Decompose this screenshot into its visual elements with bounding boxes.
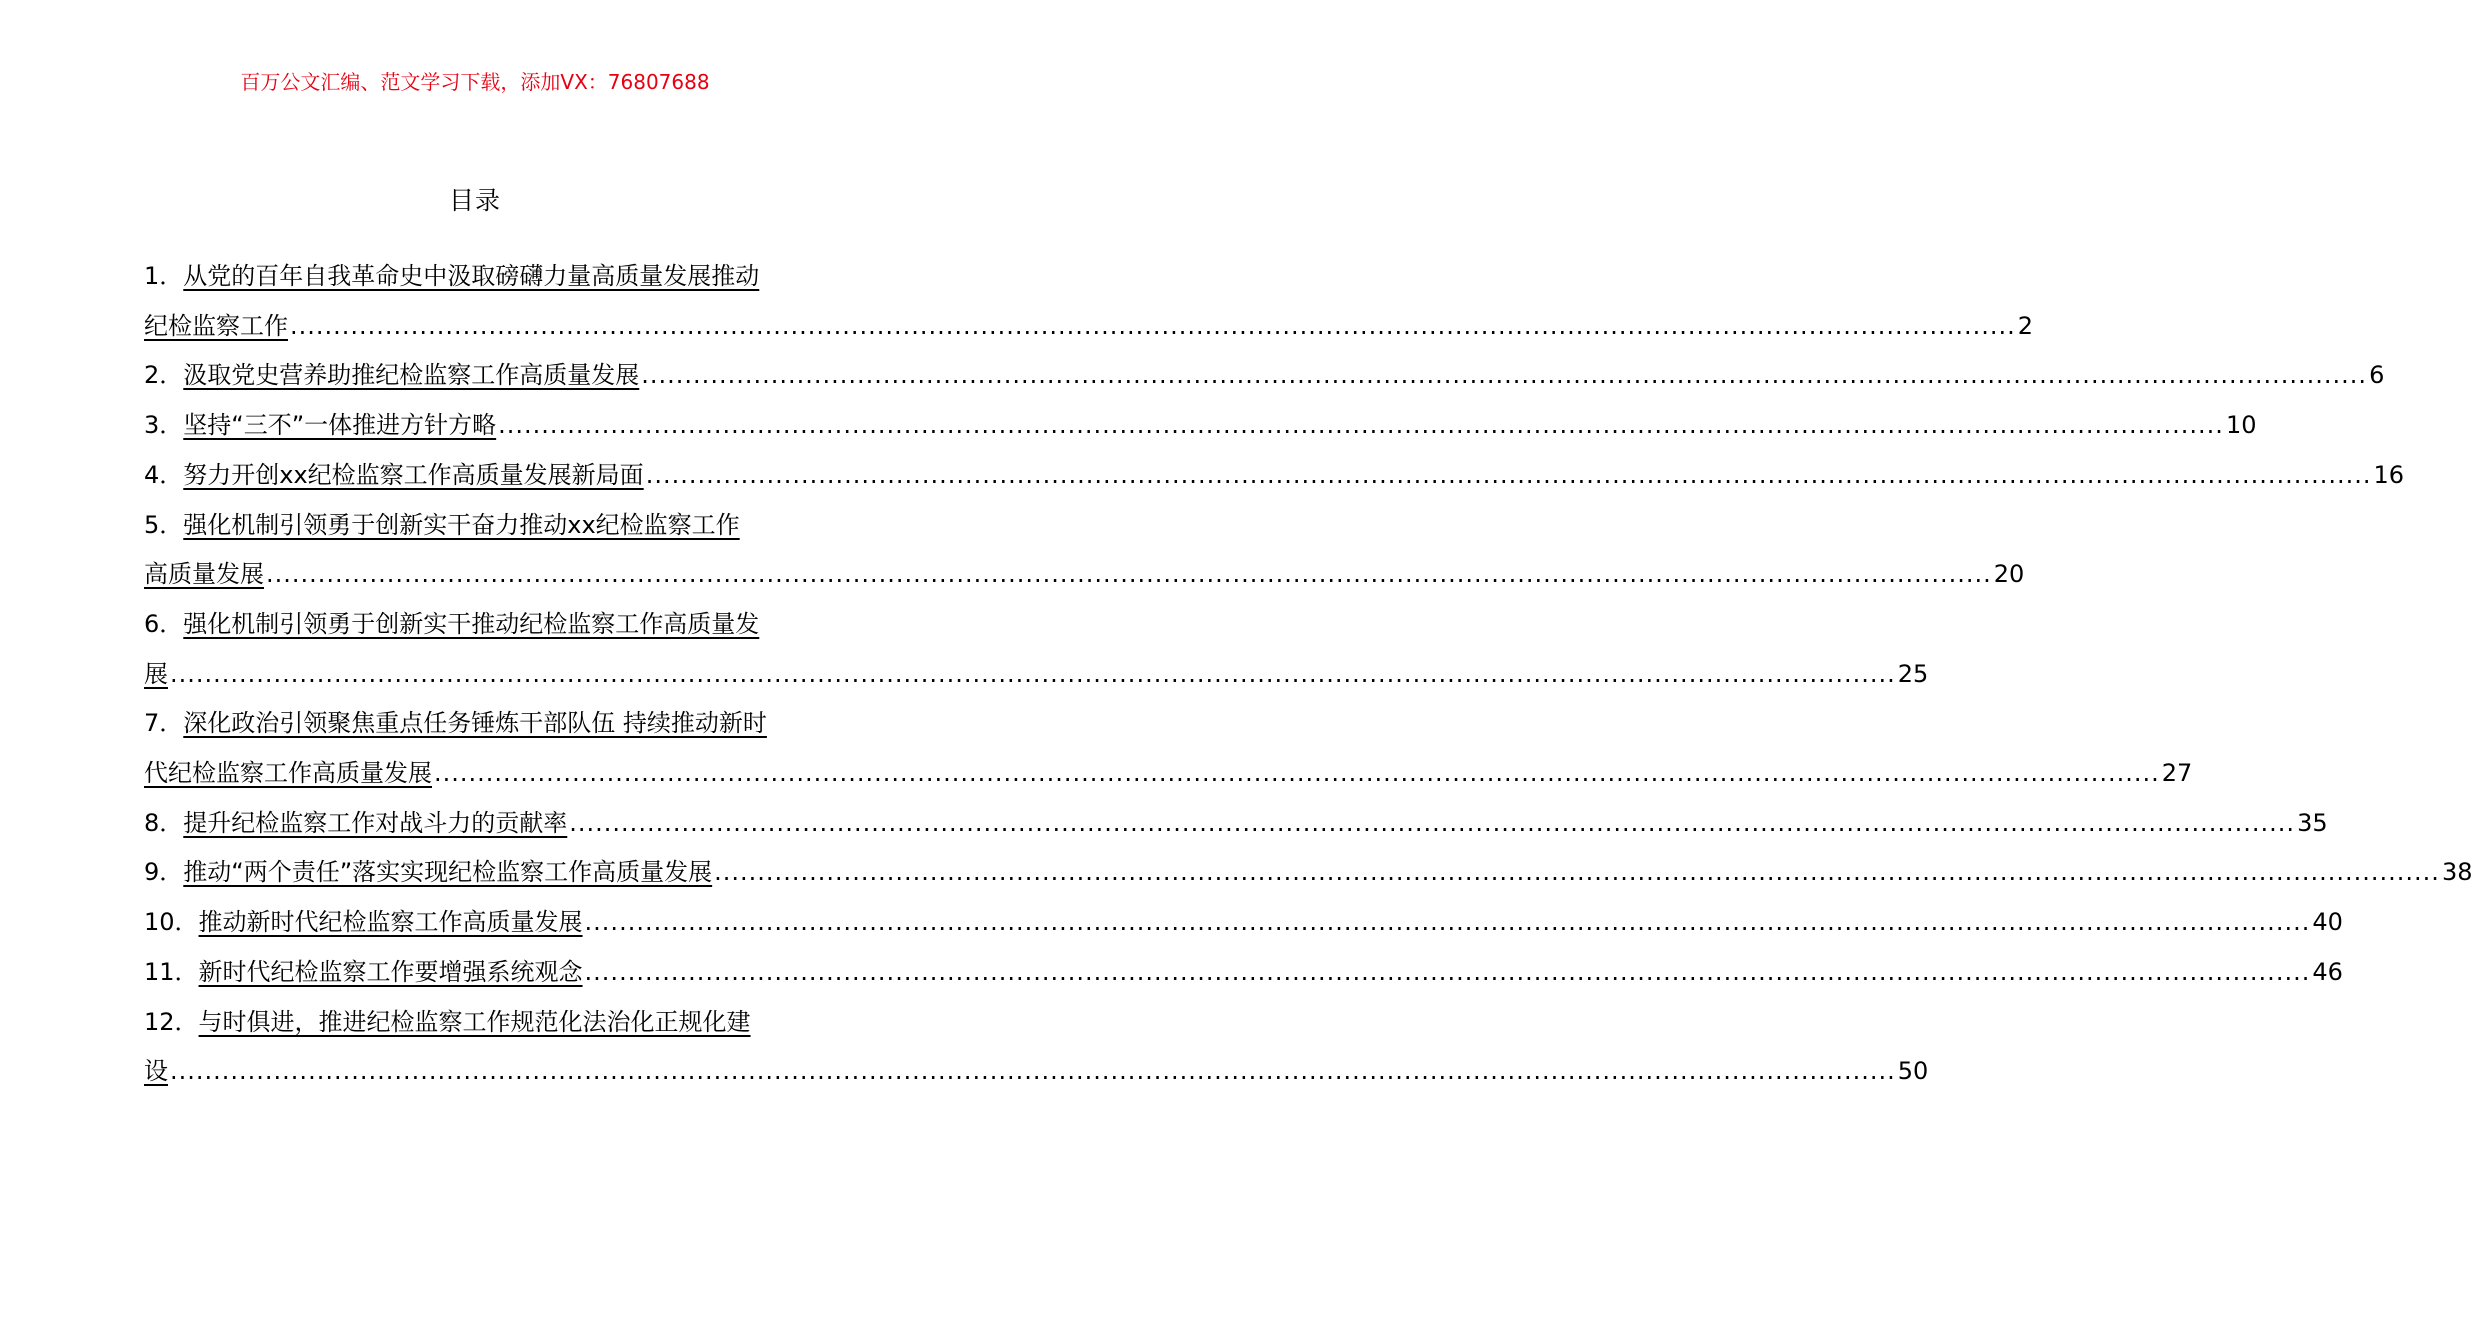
toc-entry-title-continued[interactable]: 设 [144,1057,168,1086]
toc-entry[interactable] [144,848,2472,898]
toc-entry-title[interactable]: 深化政治引领聚焦重点任务锤炼干部队伍 持续推动新时 [183,709,767,738]
dot-leader: ........................................................................................................................................................................................................ [641,361,2368,390]
dot-leader: ........................................................................................................................................................................................................ [434,759,2160,788]
toc-page-number: 46 [2312,957,2343,986]
toc-entry-number: 3． [144,411,184,440]
toc-entry-number: 6． [144,609,184,638]
toc-entry-title[interactable]: 提升纪检监察工作对战斗力的贡献率 [183,808,568,837]
dot-leader: ........................................................................................................................................................................................................ [170,1057,1896,1086]
dot-leader: ........................................................................................................................................................................................................ [266,560,1992,589]
toc-entry-title[interactable]: 推动“两个责任”落实实现纪检监察工作高质量发展 [183,858,713,887]
dot-leader: ........................................................................................................................................................................................................ [714,858,2440,887]
toc-page-number: 38 [2441,858,2472,887]
toc-page-number: 20 [1993,560,2025,589]
toc-entry[interactable] [144,451,2405,501]
toc-entry[interactable] [144,898,2343,948]
toc-page-number: 6 [2369,361,2385,390]
toc-entry[interactable] [144,799,2328,849]
toc-entry-title[interactable]: 从党的百年自我革命史中汲取磅礴力量高质量发展推动 [183,262,760,290]
toc-entry[interactable] [144,699,2193,798]
toc-entry-number: 11． [144,957,199,986]
toc-entry[interactable] [144,998,1929,1097]
header-banner: 百万公文汇编、范文学习下载，添加VX：76807688 [240,70,710,94]
toc-page-number: 2 [2017,311,2034,340]
dot-leader: ........................................................................................................................................................................................................ [645,460,2372,489]
toc-page-number: 10 [2225,411,2257,440]
toc-entry-number: 8． [144,808,184,837]
toc-entry-title[interactable]: 推动新时代纪检监察工作高质量发展 [198,908,583,937]
dot-leader: ........................................................................................................................................................................................................ [498,411,2224,440]
toc-entry-number: 5． [144,510,184,539]
toc-page-number: 27 [2161,759,2193,788]
toc-entry-title-continued[interactable]: 展 [144,659,168,688]
dot-leader: ........................................................................................................................................................................................................ [569,808,2296,837]
toc-entry[interactable] [144,252,2034,351]
toc-entry-title-continued[interactable]: 代纪检监察工作高质量发展 [144,759,432,788]
toc-entry-number: 7． [144,709,184,738]
toc-entry-number: 4． [144,460,184,489]
toc-entry-title[interactable]: 与时俱进，推进纪检监察工作规范化法治化正规化建 [198,1007,751,1036]
dot-leader: ........................................................................................................................................................................................................ [290,311,2016,340]
toc-entry[interactable] [144,351,2385,401]
toc-page-number: 50 [1897,1057,1929,1086]
toc-page-number: 16 [2373,460,2405,489]
toc-page-number: 40 [2312,908,2343,937]
toc-page-number: 35 [2297,808,2328,837]
dot-leader: ........................................................................................................................................................................................................ [170,659,1896,688]
toc-entry-number: 12． [144,1007,199,1036]
toc-entry-number: 1． [144,262,184,290]
toc-entry-title[interactable]: 强化机制引领勇于创新实干奋力推动xx纪检监察工作 [183,510,740,539]
toc-entry[interactable] [144,401,2257,451]
toc-entry[interactable] [144,501,2025,600]
table-of-contents [144,252,2472,1097]
toc-entry-number: 9． [144,858,184,887]
toc-entry-title-continued[interactable]: 纪检监察工作 [144,311,288,340]
toc-entry-number: 10． [144,908,199,937]
toc-entry-title-continued[interactable]: 高质量发展 [144,560,264,589]
dot-leader: ........................................................................................................................................................................................................ [584,957,2311,986]
toc-entry-title[interactable]: 努力开创xx纪检监察工作高质量发展新局面 [183,460,644,489]
toc-page-number: 25 [1897,659,1929,688]
toc-entry[interactable] [144,948,2343,998]
dot-leader: ........................................................................................................................................................................................................ [584,908,2311,937]
toc-entry-title[interactable]: 强化机制引领勇于创新实干推动纪检监察工作高质量发 [183,609,760,638]
toc-entry-title[interactable]: 坚持“三不”一体推进方针方略 [183,411,497,440]
toc-entry-number: 2． [144,361,184,390]
toc-entry-title[interactable]: 汲取党史营养助推纪检监察工作高质量发展 [183,361,640,390]
toc-entry-title[interactable]: 新时代纪检监察工作要增强系统观念 [198,957,583,986]
toc-entry[interactable] [144,600,1929,699]
page-title: 目录 [448,186,501,215]
